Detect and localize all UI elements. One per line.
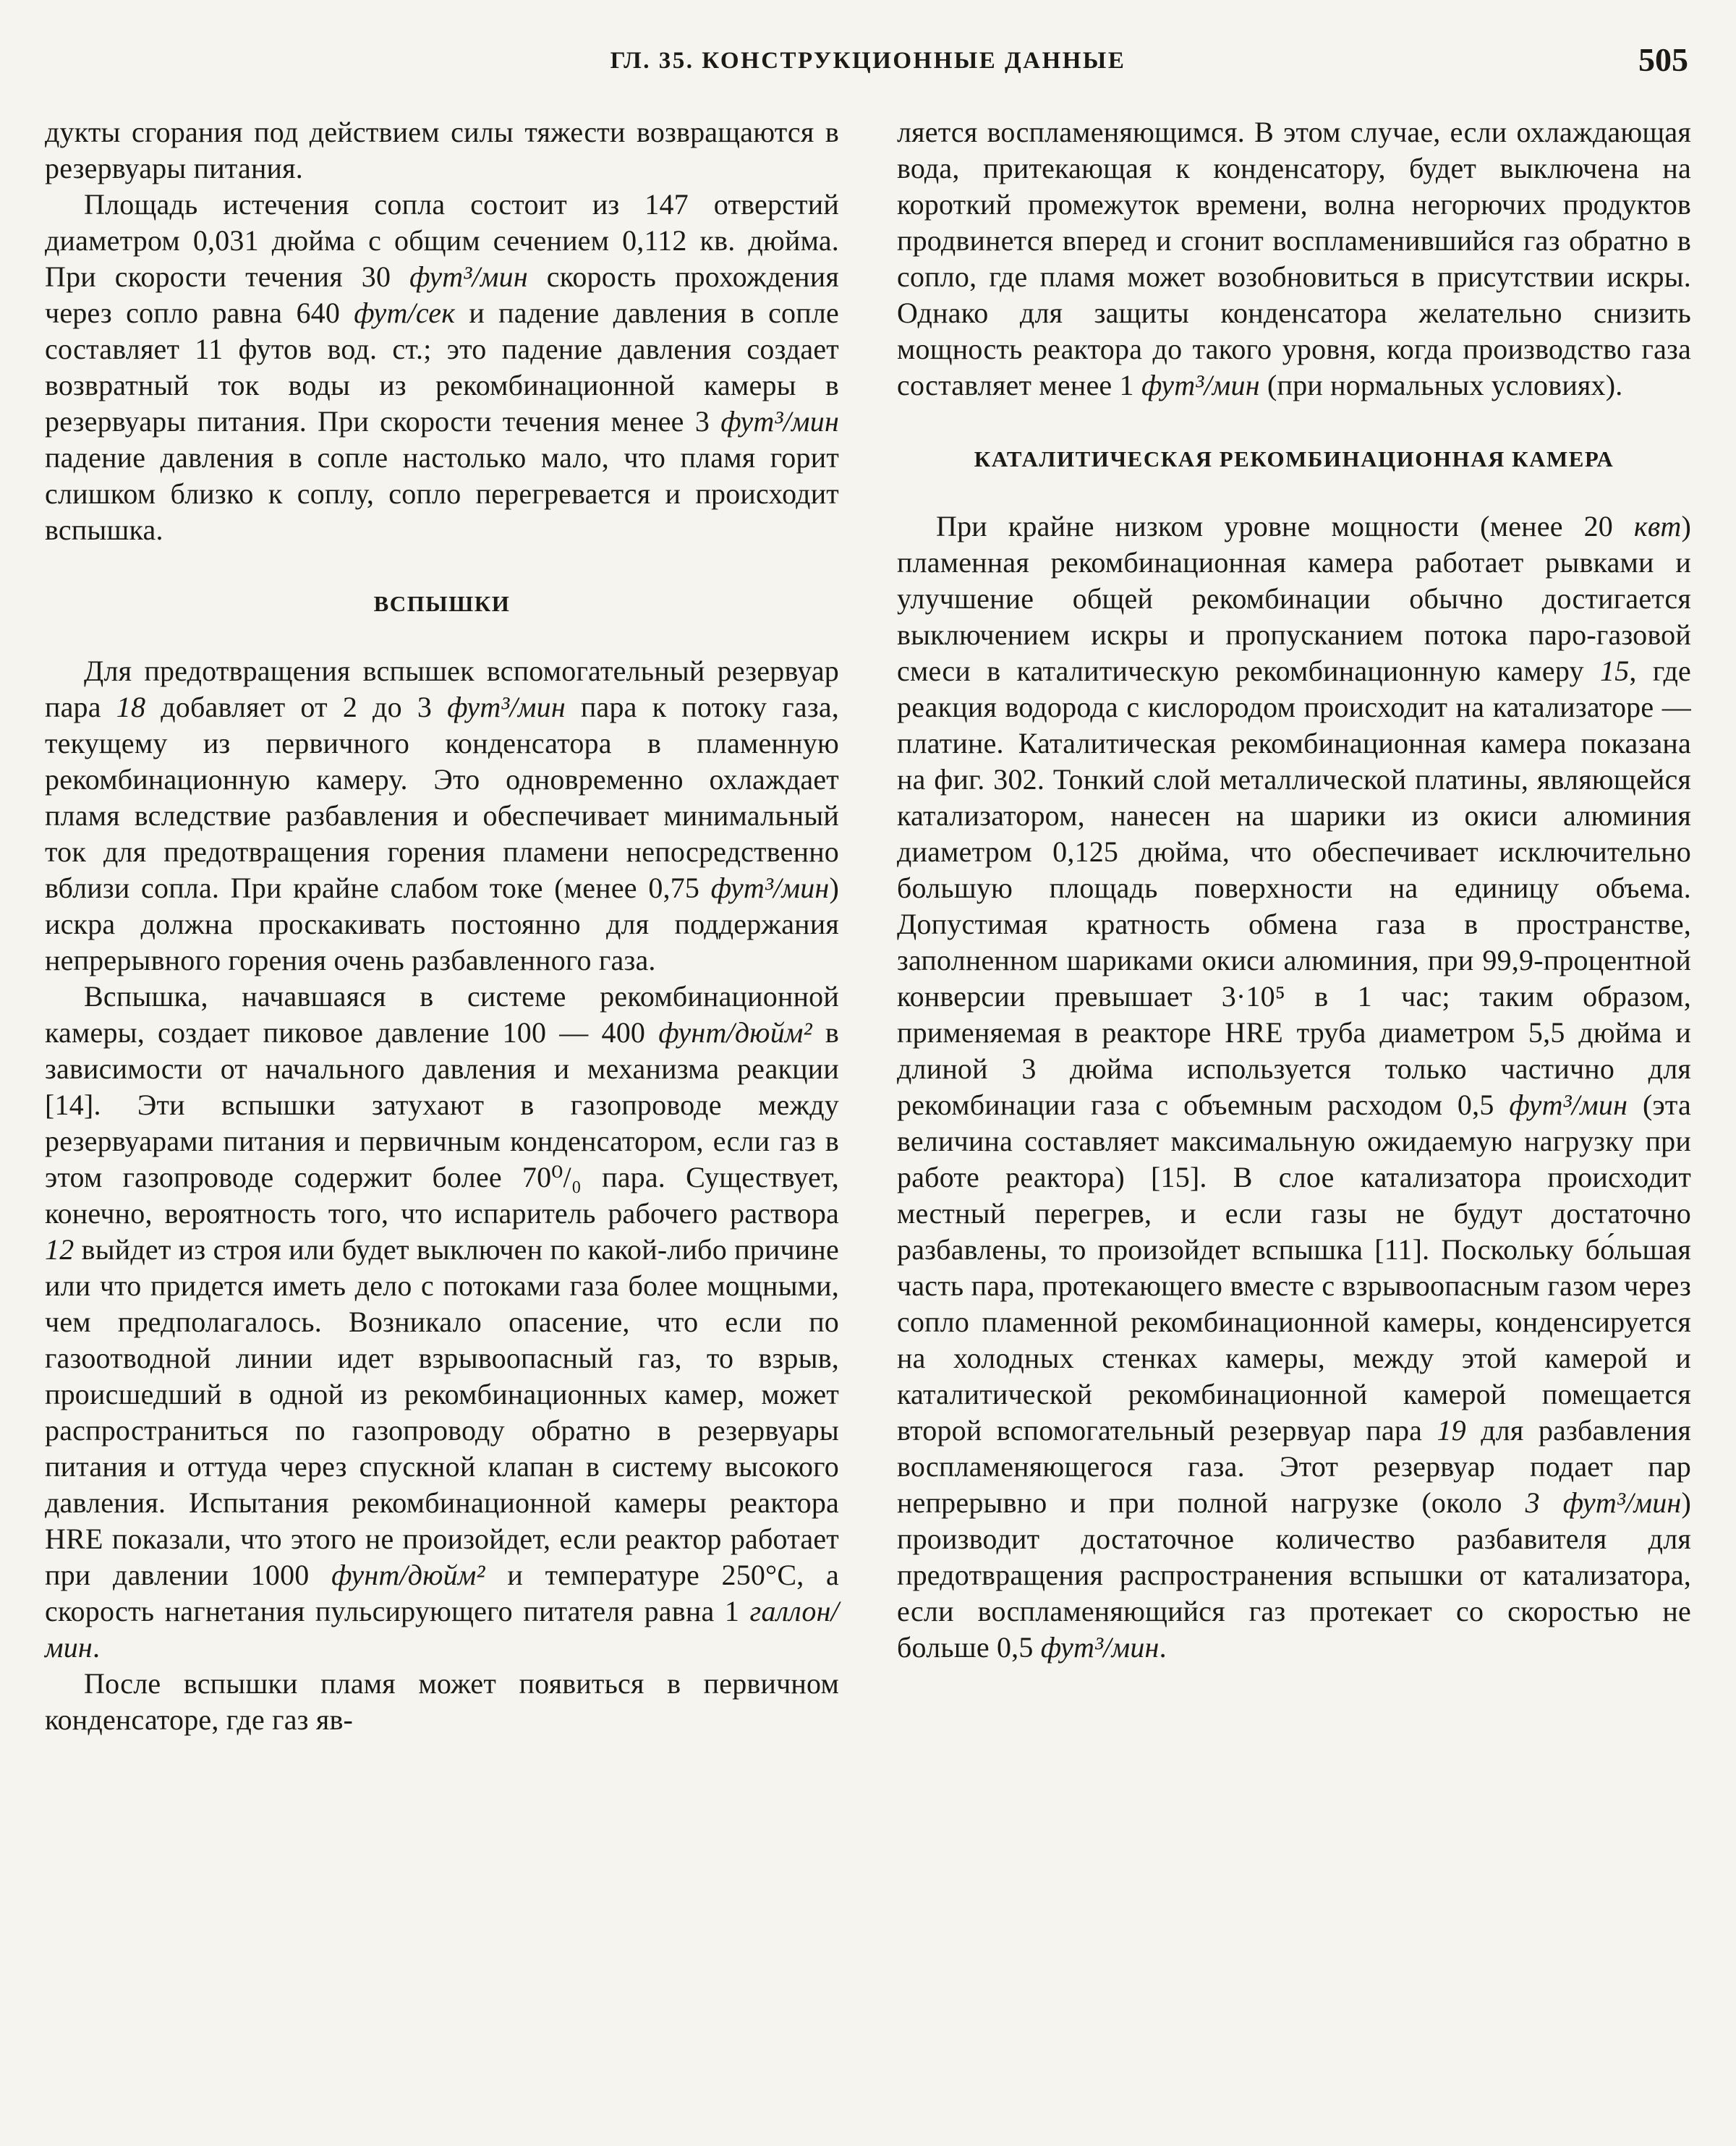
paragraph: При крайне низком уровне мощности (менее 20 квт) пламенная рекомбинационная камера работает рывками и улучшение общей рекомбинации обычно достигается выключением искры и пропусканием потока паро-газовой смеси в каталитическую рекомбинационную камеру 15, где реакция водорода с кислородом происходит на катализаторе — платине. Каталитическая рекомбинационная камера показана на фиг. 302. Тонкий слой металлической платины, являющейся катализатором, нанесен на шарики из окиси алюминия диаметром 0,125 дюйма, что обеспечивает исключительно большую площадь поверхности на единицу объема. Допустимая кратность обмена газа в пространстве, заполненном шариками окиси алюминия, при 99,9-процентной конверсии превышает 3·10⁵ в 1 час; таким образом, применяемая в реакторе HRE труба диаметром 5,5 дюйма и длиной 3 дюйма используется только частично для рекомбинации газа с объемным расходом 0,5 фут³/мин (эта величина составляет максимальную ожидаемую нагрузку при работе реактора) [15]. В слое катализатора происходит местный перегрев, и если газы не будут достаточно разбавлены, то произойдет вспышка [11]. Поскольку бо́льшая часть пара, протекающего вместе с взрывоопасным газом через сопло пламенной рекомбинационной камеры, конденсируется на холодных стенках камеры, между этой камерой и каталитической рекомбинационной камерой помещается второй вспомогательный резервуар пара 19 для разбавления воспламеняющегося газа. Этот резервуар подает пар непрерывно и при полной нагрузке (около 3 фут³/мин) производит достаточное количество разбавителя для предотвращения распространения вспышки от катализатора, если воспламеняющийся газ протекает со скоростью не больше 0,5 фут³/мин. xyxy=(897,509,1692,1664)
text-columns xyxy=(45,114,1691,1738)
section-heading: КАТАЛИТИЧЕСКАЯ РЕКОМБИНАЦИОННАЯ КАМЕРА xyxy=(974,446,1614,472)
left-column xyxy=(45,114,839,1738)
paragraph: Площадь истечения сопла состоит из 147 отверстий диаметром 0,031 дюйма с общим сечением 0,112 кв. дюйма. При скорости течения 30 фут³/мин скорость прохождения через сопло равна 640 фут/сек и падение давления в сопле составляет 11 футов вод. ст.; это падение давления создает возвратный ток воды из рекомбинационной камеры в резервуары питания. При скорости течения менее 3 фут³/мин падение давления в сопле настолько мало, что пламя горит слишком близко к соплу, сопло перегревается и происходит вспышка. xyxy=(45,188,839,546)
right-column xyxy=(897,114,1691,1738)
paragraph: дукты сгорания под действием силы тяжести возвращаются в резервуары питания. xyxy=(45,116,839,184)
paragraph: ляется воспламеняющимся. В этом случае, если охлаждающая вода, притекающая к конденсатору, будет выключена на короткий промежуток времени, волна негорючих продуктов продвинется вперед и сгонит воспламенившийся газ обратно в сопло, где пламя может возобновиться в присутствии искры. Однако для защиты конденсатора желательно снизить мощность реактора до такого уровня, когда производство газа составляет менее 1 фут³/мин (при нормальных условиях). xyxy=(897,116,1691,401)
section-heading: ВСПЫШКИ xyxy=(373,591,511,616)
page-header xyxy=(45,38,1691,82)
paragraph: Вспышка, начавшаяся в системе рекомбинационной камеры, создает пиковое давление 100 — 400 фунт/дюйм² в зависимости от начального давления и механизма реакции [14]. Эти вспышки затухают в газопроводе между резервуарами питания и первичным конденсатором, если газ в этом газопроводе содержит более 70⁰/₀ пара. Существует, конечно, вероятность того, что испаритель рабочего раствора 12 выйдет из строя или будет выключен по какой-либо причине или что придется иметь дело с потоками газа более мощными, чем предполагалось. Возникало опасение, что если по газоотводной линии идет взрывоопасный газ, то взрыв, происшедший в одной из рекомбинационных камер, может распространиться по газопроводу обратно в резервуары питания и оттуда через спускной клапан в систему высокого давления. Испытания рекомбинационной камеры реактора HRE показали, что этого не произойдет, если реактор работает при давлении 1000 фунт/дюйм² и температуре 250°С, а скорость нагнетания пульсирующего питателя равна 1 галлон/мин. xyxy=(45,979,839,1664)
page-number: 505 xyxy=(1638,41,1688,78)
chapter-running-head: ГЛ. 35. КОНСТРУКЦИОННЫЕ ДАННЫЕ xyxy=(610,48,1126,74)
paragraph: После вспышки пламя может появиться в первичном конденсаторе, где газ яв- xyxy=(45,1666,839,1736)
paragraph: Для предотвращения вспышек вспомогательный резервуар пара 18 добавляет от 2 до 3 фут³/мин пара к потоку газа, текущему из первичного конденсатора в пламенную рекомбинационную камеру. Это одновременно охлаждает пламя вследствие разбавления и обеспечивает минимальный ток для предотвращения горения пламени непосредственно вблизи сопла. При крайне слабом токе (менее 0,75 фут³/мин) искра должна проскакивать постоянно для поддержания непрерывного горения очень разбавленного газа. xyxy=(45,654,839,976)
